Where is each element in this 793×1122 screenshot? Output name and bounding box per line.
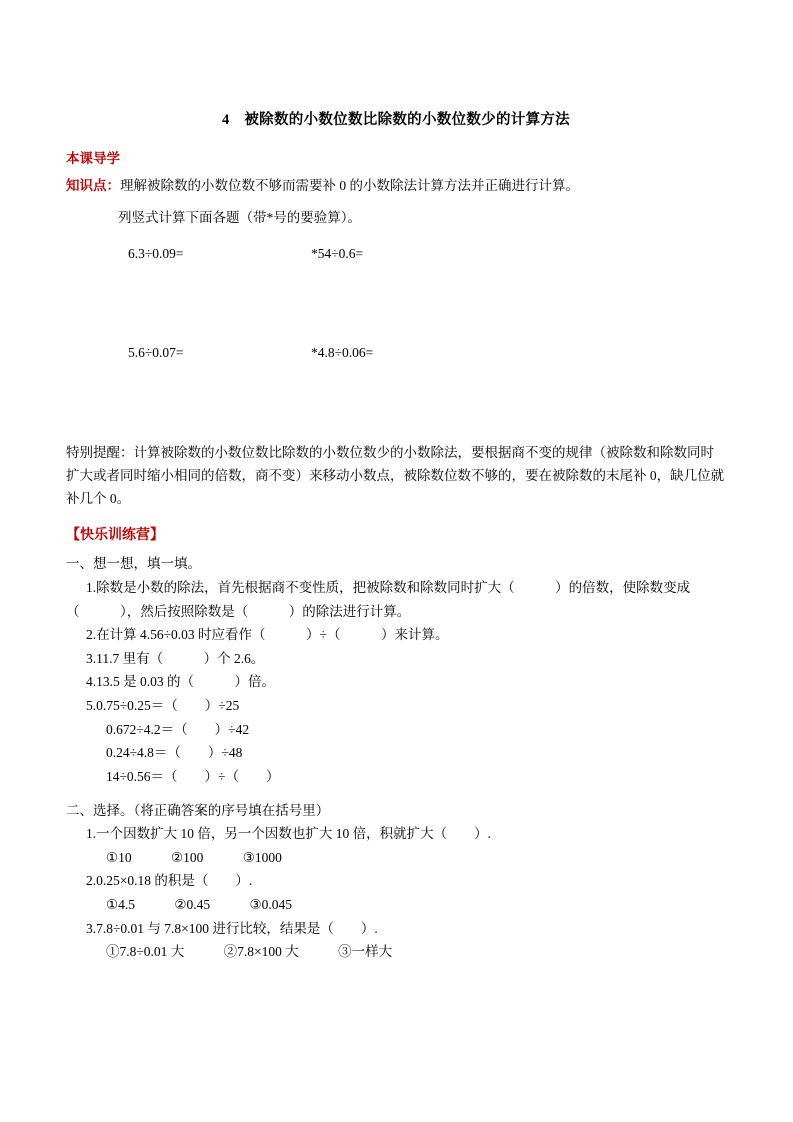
part-one-item-1a: 1.除数是小数的除法，首先根据商不变性质，把被除数和除数同时扩大（ ）的倍数，使除数变成	[86, 579, 691, 595]
exercise-2-left: 5.6÷0.07=	[128, 344, 184, 360]
part-two-options-1	[66, 846, 726, 870]
special-tip-label: 特别提醒：	[66, 444, 134, 460]
part-two-heading: 二、选择。（将正确答案的序号填在括号里）	[66, 802, 330, 818]
knowledge-point-label: 知识点：	[66, 178, 120, 193]
option-1-c[interactable]: ③1000	[242, 849, 282, 865]
exercise-1-left: 6.3÷0.09=	[128, 245, 184, 261]
work-space-1	[66, 266, 726, 342]
part-two-question-1: 1.一个因数扩大 10 倍，另一个因数也扩大 10 倍，积就扩大（ ）.	[86, 826, 491, 842]
document-content	[66, 108, 726, 964]
part-two-options-2	[66, 893, 726, 917]
part-two-question-2: 2.0.25×0.18 的积是（ ）.	[86, 873, 253, 889]
exercise-row-1	[66, 243, 726, 266]
special-tip-paragraph	[66, 441, 726, 511]
knowledge-point-paragraph	[66, 175, 726, 197]
part-one-item-5c: 0.24÷4.8＝（ ）÷48	[106, 745, 243, 761]
work-space-2	[66, 365, 726, 427]
part-one-item-2: 2.在计算 4.56÷0.03 时应看作（ ）÷（ ）来计算。	[86, 627, 449, 643]
knowledge-point-text: 理解被除数的小数位数不够而需要补 0 的小数除法计算方法并正确进行计算。	[120, 178, 579, 193]
part-two-options-3	[66, 940, 726, 964]
part-one-item-3: 3.11.7 里有（ ）个 2.6。	[86, 650, 265, 666]
part-one-item-5d: 14÷0.56＝（ ）÷（ ）	[106, 768, 280, 784]
part-one-item-5b: 0.672÷4.2＝（ ）÷42	[106, 721, 250, 737]
option-3-b[interactable]: ②7.8×100 大	[223, 944, 299, 960]
part-two-question-3: 3.7.8÷0.01 与 7.8×100 进行比较，结果是（ ）.	[86, 920, 378, 936]
part-one-item-4: 4.13.5 是 0.03 的（ ）倍。	[86, 674, 275, 690]
page-title: 4 被除数的小数位数比除数的小数位数少的计算方法	[222, 112, 570, 128]
exercise-row-2	[66, 342, 726, 365]
option-1-b[interactable]: ②100	[170, 849, 204, 865]
option-1-a[interactable]: ①10	[106, 849, 132, 865]
option-3-c[interactable]: ③一样大	[338, 944, 393, 960]
option-3-a[interactable]: ①7.8÷0.01 大	[106, 944, 185, 960]
part-one-heading: 一、想一想，填一填。	[66, 556, 201, 572]
section-heading-training: 【快乐训练营】	[66, 528, 164, 544]
section-heading-guide: 本课导学	[66, 151, 120, 166]
option-2-c[interactable]: ③0.045	[249, 897, 292, 912]
option-2-b[interactable]: ②0.45	[174, 897, 211, 912]
part-one-item-1b: （ ），然后按照除数是（ ）的除法进行计算。	[66, 603, 411, 619]
option-2-a[interactable]: ①4.5	[106, 897, 135, 912]
exercise-1-right: *54÷0.6=	[311, 245, 364, 261]
special-tip-text: 计算被除数的小数位数比除数的小数位数少的小数除法，要根据商不变的规律（被除数和除数同时扩大或者同时缩小相同的倍数，商不变）来移动小数点，被除数位数不够的，要在被除数的末尾补 0，缺几位就补几个 0。	[66, 444, 725, 507]
exercise-2-right: *4.8÷0.06=	[311, 344, 374, 360]
instruction-text: 列竖式计算下面各题（带*号的要验算）。	[118, 209, 361, 225]
part-one-item-5: 5.0.75÷0.25＝（ ）÷25	[86, 698, 240, 713]
